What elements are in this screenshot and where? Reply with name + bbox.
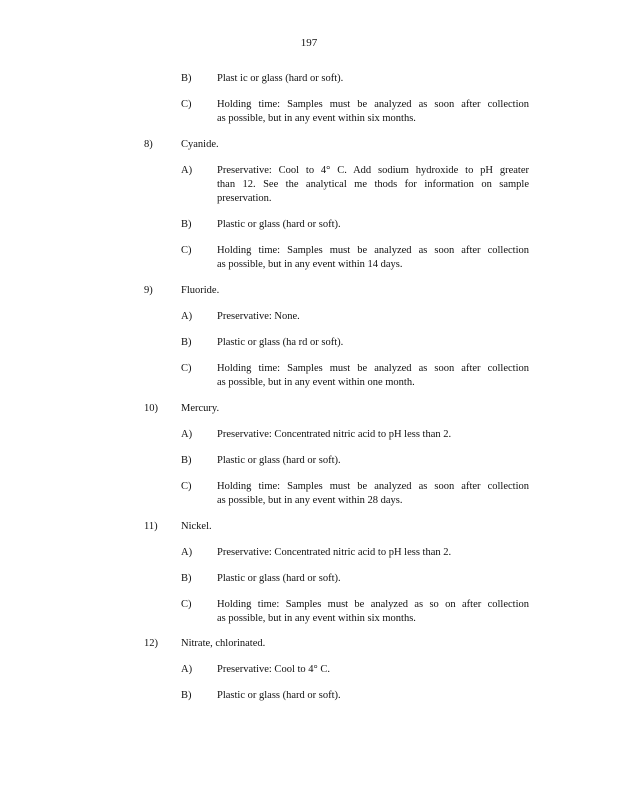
item-letter: B) <box>181 690 192 701</box>
item-line: as possible, but in any event within six months. <box>217 613 416 624</box>
item-line: Plastic or glass (ha rd or soft). <box>217 337 344 348</box>
item-letter: C) <box>181 363 192 374</box>
item-text <box>217 336 529 350</box>
item-text <box>217 218 529 232</box>
section-number: 11) <box>144 521 158 532</box>
page-number: 197 <box>300 37 318 49</box>
item-text <box>217 362 529 390</box>
item-text <box>217 480 529 508</box>
item-text <box>217 428 529 442</box>
item-letter: A) <box>181 165 193 176</box>
section-title: Cyanide. <box>181 139 219 150</box>
item-letter: C) <box>181 99 192 110</box>
item-line: Holding time: Samples must be analyzed as soon after collection <box>217 363 529 374</box>
item-line: as possible, but in any event within one month. <box>217 377 415 388</box>
item-text <box>217 663 529 677</box>
item-letter: A) <box>181 664 193 675</box>
item-line: Preservative: None. <box>217 311 300 322</box>
item-letter: A) <box>181 311 193 322</box>
item-line: as possible, but in any event within 28 days. <box>217 495 403 506</box>
section-title: Nickel. <box>181 521 212 532</box>
item-text <box>217 546 529 560</box>
item-letter: A) <box>181 429 193 440</box>
item-letter: B) <box>181 573 192 584</box>
item-line: than 12. See the analytical me thods for information on sample <box>217 179 529 190</box>
section-number: 10) <box>144 403 158 414</box>
item-line: as possible, but in any event within six months. <box>217 113 416 124</box>
item-letter: B) <box>181 219 192 230</box>
item-line: Preservative: Cool to 4° C. Add sodium hydroxide to pH greater <box>217 165 529 176</box>
item-text <box>217 689 529 703</box>
section-number: 12) <box>144 638 158 649</box>
item-line: Preservative: Concentrated nitric acid to pH less than 2. <box>217 547 452 558</box>
item-line: Plastic or glass (hard or soft). <box>217 455 341 466</box>
item-text <box>217 454 529 468</box>
item-line: Plastic or glass (hard or soft). <box>217 573 341 584</box>
item-letter: C) <box>181 481 192 492</box>
item-line: Plastic or glass (hard or soft). <box>217 690 341 701</box>
item-letter: C) <box>181 599 192 610</box>
item-letter: B) <box>181 337 192 348</box>
item-text <box>217 310 529 324</box>
item-line: Holding time: Samples must be analyzed as soon after collection <box>217 481 529 492</box>
item-text <box>217 598 529 626</box>
section-title: Fluoride. <box>181 285 220 296</box>
item-text <box>217 164 529 206</box>
item-line: Plastic or glass (hard or soft). <box>217 219 341 230</box>
item-line: preservation. <box>217 193 272 204</box>
item-letter: B) <box>181 73 192 84</box>
item-text <box>217 244 529 272</box>
item-line: Plast ic or glass (hard or soft). <box>217 73 344 84</box>
item-text <box>217 72 529 86</box>
section-number: 9) <box>144 285 153 296</box>
item-text <box>217 572 529 586</box>
section-title: Nitrate, chlorinated. <box>181 638 266 649</box>
item-line: Holding time: Samples must be analyzed as soon after collection <box>217 245 529 256</box>
item-text <box>217 98 529 126</box>
item-letter: B) <box>181 455 192 466</box>
item-letter: A) <box>181 547 193 558</box>
item-line: Preservative: Concentrated nitric acid to pH less than 2. <box>217 429 452 440</box>
section-number: 8) <box>144 139 153 150</box>
item-line: Holding time: Samples must be analyzed as soon after collection <box>217 99 529 110</box>
item-line: Preservative: Cool to 4° C. <box>217 664 330 675</box>
item-line: as possible, but in any event within 14 days. <box>217 259 403 270</box>
item-letter: C) <box>181 245 192 256</box>
item-line: Holding time: Samples must be analyzed as so on after collection <box>217 599 529 610</box>
section-title: Mercury. <box>181 403 220 414</box>
